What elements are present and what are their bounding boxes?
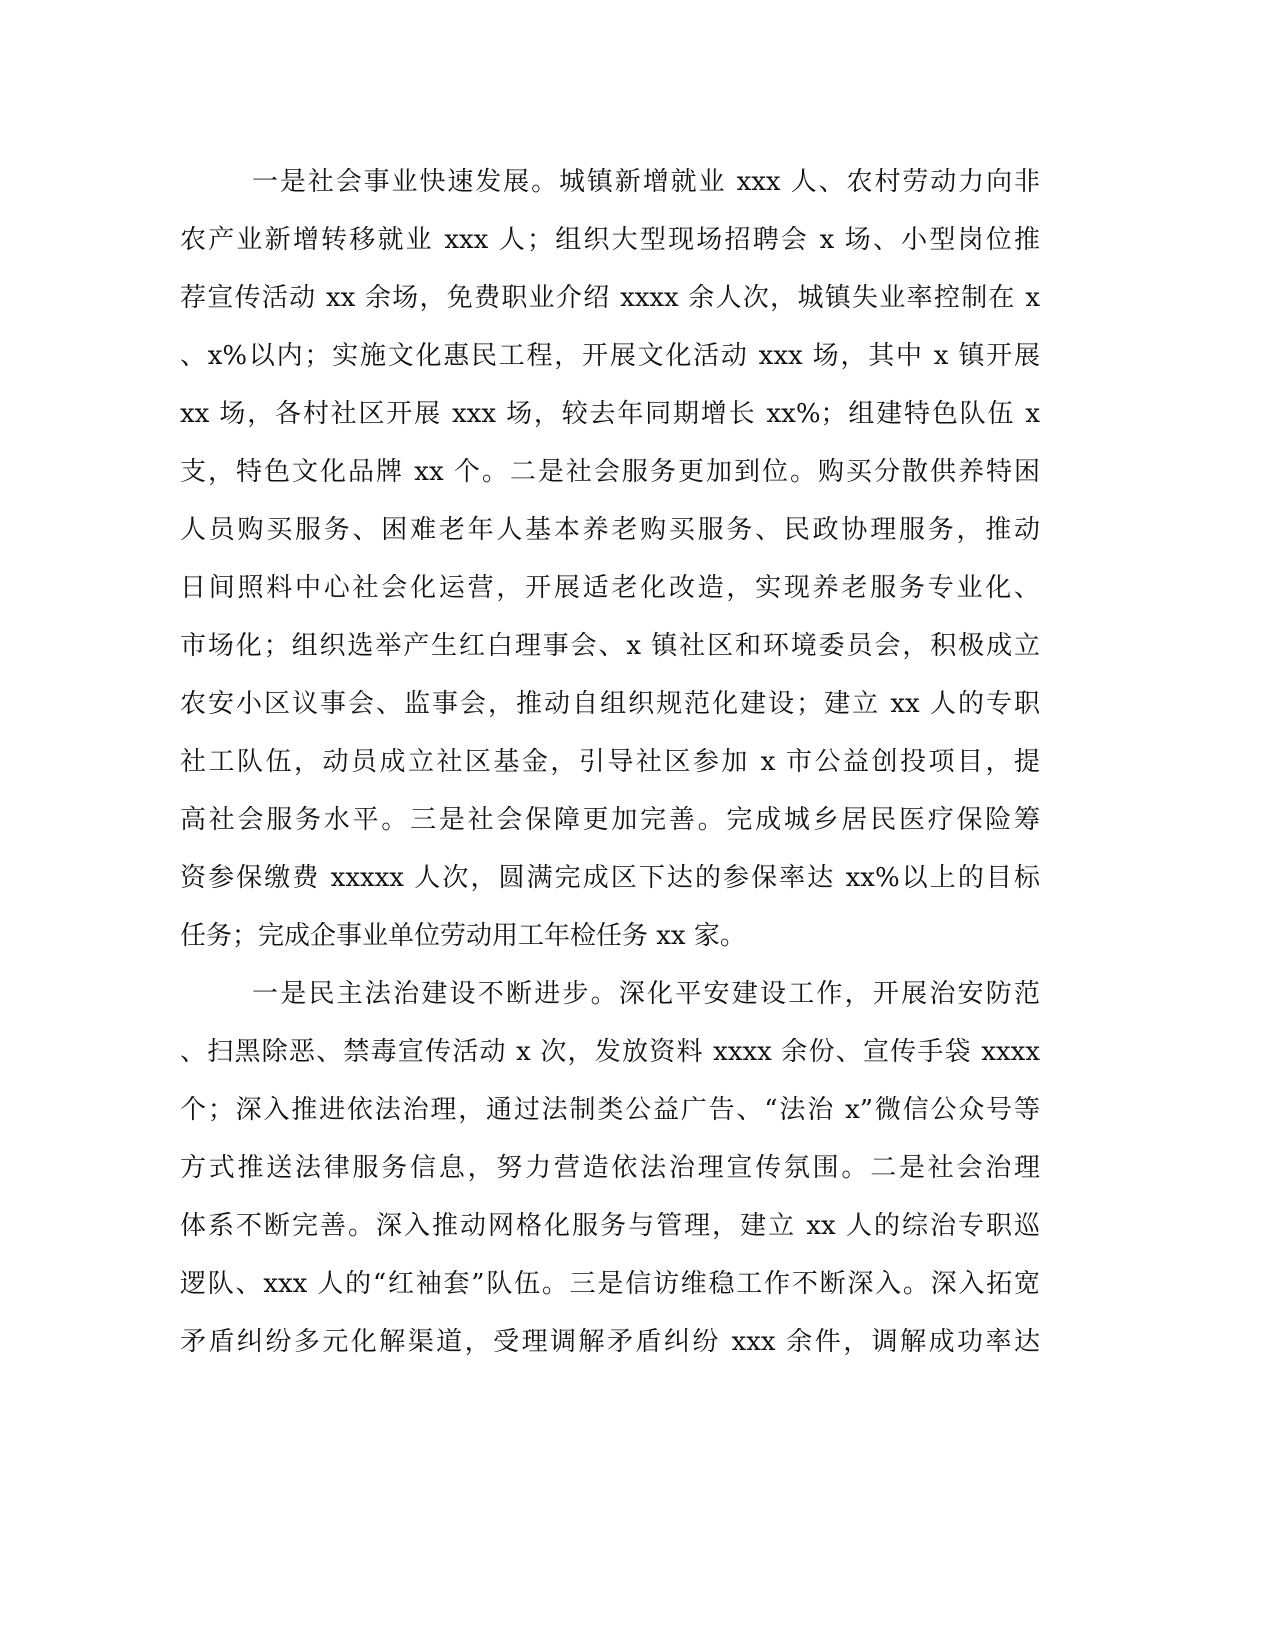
text-line: 任务；完成企事业单位劳动用工年检任务 xx 家。 bbox=[180, 921, 746, 951]
text-line: xx 场，各村社区开展 xxx 场，较去年同期增长 xx%；组建特色队伍 x bbox=[180, 399, 1040, 429]
text-line: 、x%以内；实施文化惠民工程，开展文化活动 xxx 场，其中 x 镇开展 bbox=[180, 341, 1040, 371]
paragraph-social-affairs bbox=[180, 153, 1040, 965]
text-line: 日间照料中心社会化运营，开展适老化改造，实现养老服务专业化、 bbox=[180, 573, 1040, 603]
text-line: 体系不断完善。深入推动网格化服务与管理，建立 xx 人的综治专职巡 bbox=[180, 1211, 1040, 1241]
text-line: 一是民主法治建设不断进步。深化平安建设工作，开展治安防范 bbox=[252, 979, 1040, 1009]
text-line: 方式推送法律服务信息，努力营造依法治理宣传氛围。二是社会治理 bbox=[180, 1153, 1040, 1183]
text-line: 个；深入推进依法治理，通过法制类公益广告、“法治 x”微信公众号等 bbox=[180, 1095, 1040, 1125]
text-line: 人员购买服务、困难老年人基本养老购买服务、民政协理服务，推动 bbox=[180, 515, 1040, 545]
text-line: 社工队伍，动员成立社区基金，引导社区参加 x 市公益创投项目，提 bbox=[180, 747, 1040, 777]
text-line: 、扫黑除恶、禁毒宣传活动 x 次，发放资料 xxxx 余份、宣传手袋 xxxx bbox=[180, 1037, 1040, 1067]
text-line: 支，特色文化品牌 xx 个。二是社会服务更加到位。购买分散供养特困 bbox=[180, 457, 1040, 487]
text-line: 逻队、xxx 人的“红袖套”队伍。三是信访维稳工作不断深入。深入拓宽 bbox=[180, 1269, 1040, 1299]
text-line: 农安小区议事会、监事会，推动自组织规范化建设；建立 xx 人的专职 bbox=[180, 689, 1040, 719]
paragraph-rule-of-law bbox=[180, 965, 1040, 1371]
document-body bbox=[180, 153, 1040, 1371]
text-line: 资参保缴费 xxxxx 人次，圆满完成区下达的参保率达 xx%以上的目标 bbox=[180, 863, 1040, 893]
text-line: 高社会服务水平。三是社会保障更加完善。完成城乡居民医疗保险筹 bbox=[180, 805, 1040, 835]
text-line: 矛盾纠纷多元化解渠道，受理调解矛盾纠纷 xxx 余件，调解成功率达 bbox=[180, 1327, 1040, 1357]
text-line: 一是社会事业快速发展。城镇新增就业 xxx 人、农村劳动力向非 bbox=[252, 167, 1040, 197]
text-line: 农产业新增转移就业 xxx 人；组织大型现场招聘会 x 场、小型岗位推 bbox=[180, 225, 1040, 255]
text-line: 荐宣传活动 xx 余场，免费职业介绍 xxxx 余人次，城镇失业率控制在 x bbox=[180, 283, 1040, 313]
text-line: 市场化；组织选举产生红白理事会、x 镇社区和环境委员会，积极成立 bbox=[180, 631, 1040, 661]
